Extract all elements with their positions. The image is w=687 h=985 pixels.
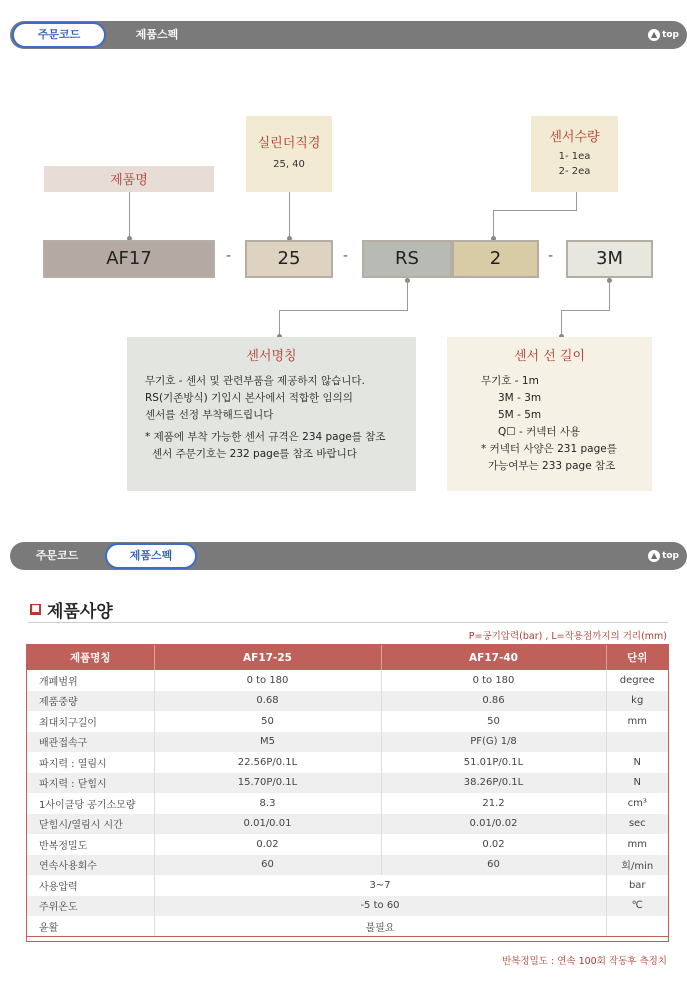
table-row — [27, 691, 668, 712]
table-cell — [606, 916, 668, 937]
table-row — [27, 732, 668, 753]
spec-caption: P=공기압력(bar) , L=작용점까지의 거리(mm) — [468, 631, 667, 642]
table-cell: 주위온도 — [27, 896, 154, 917]
table-row — [27, 916, 668, 937]
table-cell: 21.2 — [381, 793, 606, 814]
table-row — [27, 793, 668, 814]
code-product: AF17 — [43, 240, 215, 278]
table-cell: mm — [627, 715, 647, 727]
note-sensor-length — [447, 337, 652, 491]
table-cell: mm — [627, 838, 647, 850]
tab-order-code[interactable]: 주문코드 — [35, 549, 79, 562]
top-button[interactable] — [648, 28, 679, 42]
bullet-icon: ■ — [31, 604, 40, 614]
table-cell: 60 — [381, 855, 606, 876]
table-header: 제품명칭 — [27, 645, 154, 670]
label-cylinder — [246, 116, 332, 192]
table-cell: 최대치구길이 — [27, 711, 154, 732]
table-cell: 0 to 180 — [154, 670, 381, 691]
table-cell: 60 — [154, 855, 381, 876]
sensor-length-note: * 커넥터 사양은 231 page를 — [481, 443, 617, 455]
table-cell: 불필요 — [154, 916, 606, 937]
top-button[interactable] — [648, 549, 679, 563]
sensor-name-note: 센서 주문기호는 232 page를 참조 바랍니다 — [152, 448, 357, 460]
code-separator: - — [548, 248, 554, 264]
sensor-length-line: 3M - 3m — [498, 392, 542, 404]
code-sensor: RS — [362, 240, 452, 278]
chevron-up-icon: ▲ — [648, 29, 660, 41]
table-cell: 50 — [381, 711, 606, 732]
sensor-name-line: 센서를 선정 부착해드립니다 — [145, 409, 274, 421]
label-product-name-text: 제품명 — [110, 173, 148, 188]
table-cell: 닫힘시/열림시 시간 — [27, 814, 154, 835]
table-cell: cm³ — [627, 797, 647, 809]
table-cell: 3~7 — [154, 875, 606, 896]
table-row — [27, 773, 668, 794]
connector-line — [609, 280, 610, 310]
table-cell: kg — [606, 691, 668, 712]
table-cell: 0.68 — [154, 691, 381, 712]
sensor-qty-line1: 1- 1ea — [558, 151, 591, 162]
table-cell: 38.26P/0.1L — [381, 773, 606, 794]
table-cell: 15.70P/0.1L — [154, 773, 381, 794]
top-label: top — [662, 30, 679, 40]
connector-line — [407, 280, 408, 310]
table-cell: 0.02 — [381, 834, 606, 855]
table-cell: 회/min — [606, 855, 668, 876]
sensor-qty-title: 센서수량 — [549, 130, 600, 145]
sensor-length-line: Q☐ - 커넥터 사용 — [498, 426, 581, 438]
table-cell: M5 — [154, 732, 381, 753]
table-cell: 8.3 — [154, 793, 381, 814]
table-row — [27, 834, 668, 855]
sensor-name-line: 무기호 - 센서 및 관련부품을 제공하지 않습니다. — [145, 375, 365, 387]
table-cell: bar — [628, 879, 646, 891]
table-cell: 파지력 : 열림시 — [27, 752, 154, 773]
table-cell: ℃ — [606, 896, 668, 917]
table-header: AF17-25 — [154, 645, 381, 670]
connector-line — [279, 310, 280, 336]
spec-footnote: 반복정밀도 : 연속 100회 작동후 측정치 — [502, 956, 667, 967]
table-cell: 51.01P/0.1L — [381, 752, 606, 773]
table-cell: 개폐범위 — [27, 670, 154, 691]
section-title-text: 제품사양 — [47, 602, 113, 622]
table-cell: 0.02 — [154, 834, 381, 855]
table-header: 단위 — [606, 645, 668, 670]
table-row — [27, 711, 668, 732]
connector-line — [289, 192, 290, 240]
table-cell: 0.01/0.02 — [381, 814, 606, 835]
table-cell: sec — [606, 814, 668, 835]
note-sensor-name — [127, 337, 416, 491]
code-separator: - — [226, 248, 232, 264]
table-cell: 윤활 — [27, 916, 154, 937]
cylinder-title: 실린더직경 — [257, 136, 321, 151]
table-cell: 제품중량 — [27, 691, 154, 712]
table-cell: 배관접속구 — [27, 732, 154, 753]
tab-order-code[interactable]: 주문코드 — [12, 22, 106, 48]
sensor-length-note: 가능여부는 233 page 참조 — [488, 460, 616, 472]
tab-product-spec[interactable]: 제품스펙 — [135, 28, 179, 41]
code-bore: 25 — [245, 240, 333, 278]
table-cell: 파지력 : 닫힘시 — [27, 773, 154, 794]
cylinder-sub: 25, 40 — [273, 159, 305, 170]
table-cell: 사용압력 — [27, 875, 154, 896]
connector-line — [279, 310, 408, 311]
label-sensor-qty — [531, 116, 618, 192]
code-qty: 2 — [452, 240, 539, 278]
code-separator: - — [343, 248, 349, 264]
table-cell: 50 — [154, 711, 381, 732]
connector-line — [561, 310, 562, 336]
label-product-name — [44, 166, 214, 192]
table-cell — [606, 732, 668, 753]
sensor-qty-line2: 2- 2ea — [558, 166, 591, 177]
divider — [28, 622, 668, 623]
table-cell: 22.56P/0.1L — [154, 752, 381, 773]
table-cell: N — [606, 773, 668, 794]
sensor-length-title: 센서 선 길이 — [513, 349, 586, 364]
connector-line — [493, 210, 577, 211]
table-cell: N — [633, 756, 641, 768]
table-cell: 0.86 — [381, 691, 606, 712]
table-cell: -5 to 60 — [154, 896, 606, 917]
table-header: AF17-40 — [381, 645, 606, 670]
table-cell: 1사이클당 공기소모량 — [27, 793, 154, 814]
sensor-name-title: 센서명칭 — [246, 349, 297, 364]
table-row — [27, 670, 668, 691]
table-cell: 연속사용회수 — [27, 855, 154, 876]
connector-line — [129, 192, 130, 240]
table-cell: degree — [619, 674, 655, 686]
connector-line — [561, 310, 610, 311]
sensor-name-line: RS(기존방식) 기입시 본사에서 적합한 임의의 — [145, 392, 353, 404]
connector-line — [576, 192, 577, 210]
top-label: top — [662, 551, 679, 561]
table-row — [27, 896, 668, 917]
table-row — [27, 855, 668, 876]
table-row — [27, 875, 668, 896]
table-cell: 반복정밀도 — [27, 834, 154, 855]
chevron-up-icon: ▲ — [648, 550, 660, 562]
table-cell: 0 to 180 — [381, 670, 606, 691]
code-length: 3M — [566, 240, 653, 278]
tab-product-spec[interactable]: 제품스펙 — [105, 543, 197, 569]
sensor-length-line: 5M - 5m — [498, 409, 542, 421]
table-row — [27, 752, 668, 773]
table-cell: 0.01/0.01 — [154, 814, 381, 835]
tab-bar-top — [10, 21, 687, 49]
sensor-name-note: * 제품에 부착 가능한 센서 규격은 234 page를 참조 — [145, 431, 386, 443]
sensor-length-line: 무기호 - 1m — [481, 375, 539, 387]
tab-bar-spec — [10, 542, 687, 570]
spec-table — [27, 645, 668, 937]
table-row — [27, 814, 668, 835]
table-cell: PF(G) 1/8 — [381, 732, 606, 753]
section-title — [30, 597, 113, 622]
